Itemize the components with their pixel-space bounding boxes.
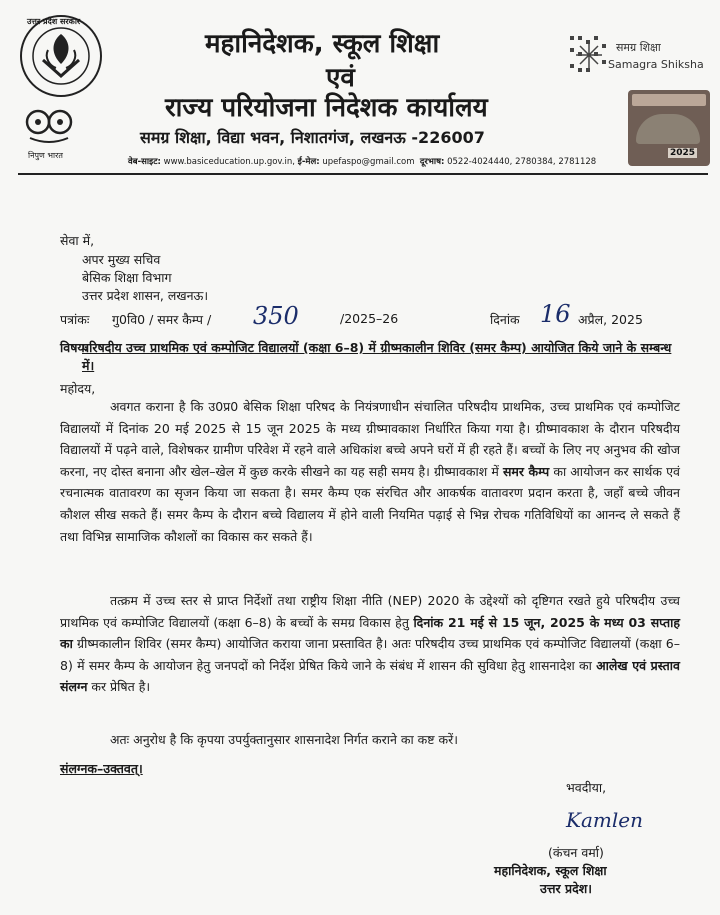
- summer-camp-year: 2025: [670, 148, 696, 158]
- p2-text-b: ग्रीष्मकालीन शिविर (समर कैम्प) आयोजित कराया जाना प्रस्तावित है। अतः परिषदीय उच्च प्राथमिक एवं कम्पोजिट विद्यालयों (कक्षा 6–8) में समर कैम्प के आयोजन हेतु जनपदों को निर्देश प्रेषित किये जाने के संबंध में शासन की सुविधा हेतु शासनादेश का: [60, 636, 680, 673]
- body-paragraph-3: अतः अनुरोध है कि कृपया उपर्युक्तानुसार शासनादेश निर्गत कराने का कष्ट करें।: [110, 732, 459, 747]
- date-day: 16: [540, 300, 571, 328]
- phone-numbers: 0522-4024440, 2780384, 2781128: [447, 157, 597, 167]
- reference-suffix: /2025–26: [340, 311, 399, 326]
- reference-prefix: गु0वि0 / समर कैम्प /: [112, 312, 212, 327]
- subject-label: विषयः: [60, 340, 88, 355]
- salutation: सेवा में,: [60, 233, 95, 248]
- reference-label: पत्रांकः: [60, 312, 90, 327]
- seal-caption: उत्तर प्रदेश सरकार: [27, 17, 81, 26]
- email-link[interactable]: upefaspo@gmail.com: [322, 157, 415, 167]
- recipient-line2: बेसिक शिक्षा विभाग: [82, 270, 172, 285]
- letterhead-title-line3: राज्य परियोजना निदेशक कार्यालय: [165, 93, 488, 123]
- nipun-bharat-label: निपुण भारत: [28, 151, 63, 160]
- letterhead-title-line1: महानिदेशक, स्कूल शिक्षा: [205, 29, 440, 59]
- samagra-hindi-label: समग्र शिक्षा: [616, 41, 661, 54]
- signatory-name: (कंचन वर्मा): [548, 845, 604, 860]
- nipun-bharat-logo: [18, 104, 80, 146]
- samagra-english-label: Samagra Shiksha: [608, 58, 704, 71]
- letterhead-divider: [18, 173, 708, 175]
- subject-text: परिषदीय उच्च प्राथमिक एवं कम्पोजिट विद्यालयों (कक्षा 6–8) में ग्रीष्मकालीन शिविर (समर कैम्प) आयोजित किये जाने के सम्बन्ध में।: [82, 340, 672, 373]
- website-link[interactable]: www.basiceducation.up.gov.in,: [163, 157, 295, 167]
- body-paragraph-1: [60, 396, 680, 547]
- phone-label: दूरभाष:: [419, 157, 445, 167]
- p1-bold-summer-camp: समर कैम्प: [502, 463, 550, 479]
- summer-camp-badge: [628, 90, 710, 166]
- signatory-designation: महानिदेशक, स्कूल शिक्षा: [494, 863, 607, 878]
- greeting: महोदय,: [60, 381, 96, 396]
- letterhead-address: समग्र शिक्षा, विद्या भवन, निशातगंज, लखनऊ -226007: [140, 128, 485, 147]
- p2-text-c: कर प्रेषित है।: [91, 679, 151, 695]
- date-month-year: अप्रैल, 2025: [578, 312, 643, 327]
- p1-text-a: अवगत कराना है कि उ0प्र0 बेसिक शिक्षा परिषद के नियंत्रणाधीन संचालित परिषदीय प्राथमिक, उच्च प्राथमिक एवं कम्पोजिट विद्यालयों में दिनांक 20 मई 2025 से 15 जून 2025 के मध्य ग्रीष्मावकाश निर्धारित किया गया है। ग्रीष्मावकाश के दौरान परिषदीय विद्यालयों में पढ़ने वाले, विशेषकर ग्रामीण परिवेश में रहने वाले अधिकांश बच्चे अपने घरों में ही रहते हैं। बच्चों के लिए नए अनुभव की खोज करना, नए दोस्त बनाना और खेल–खेल में कुछ करके सीखने का यह सही समय है। ग्रीष्मावकाश में: [60, 399, 680, 479]
- letterhead-contact-line: [128, 156, 596, 167]
- email-label: ई-मेल:: [297, 157, 320, 167]
- letterhead-title-line2: एवं: [326, 63, 355, 93]
- body-paragraph-2: [60, 590, 680, 698]
- closing: भवदीया,: [566, 780, 607, 795]
- recipient-line3: उत्तर प्रदेश शासन, लखनऊ।: [82, 288, 209, 303]
- date-label: दिनांक: [490, 312, 520, 327]
- p2-bold-dates: दिनांक 21 मई से 15 जून, 2025 के मध्य 03 सप्ताह का: [60, 614, 680, 652]
- enclosure-note: संलग्नक–उक्तवत्।: [60, 761, 143, 776]
- reference-number: 350: [253, 302, 299, 330]
- p2-text-a: तत्क्रम में उच्च स्तर से प्राप्त निर्देशों तथा राष्ट्रीय शिक्षा नीति (NEP) 2020 के उद्देश्यों को दृष्टिगत रखते हुये परिषदीय उच्च प्राथमिक एवं कम्पोजिट विद्यालयों (कक्षा 6–8) के बच्चों के समग्र विकास हेतु: [60, 593, 680, 630]
- samagra-shiksha-logo-icon: [566, 32, 612, 78]
- signatory-state: उत्तर प्रदेश।: [540, 881, 592, 896]
- recipient-line1: अपर मुख्य सचिव: [82, 252, 161, 267]
- handwritten-signature: Kamlen: [566, 808, 643, 832]
- p2-bold-attachment: आलेख एवं प्रस्ताव संलग्न: [60, 657, 680, 695]
- web-label: वेब-साइट:: [128, 157, 161, 167]
- p1-text-b: का आयोजन कर सार्थक एवं रचनात्मक वातावरण का सृजन किया जा सकता है। समर कैम्प एक संरचित और आकर्षक वातावरण प्रदान करता है, जहाँ बच्चे जीवन कौशल सीख सकते हैं। समर कैम्प के दौरान बच्चे विद्यालय में होने वाली नियमित पढ़ाई से भिन्न रोचक गतिविधियों का आनन्द ले सकते हैं तथा विभिन्न सामाजिक कौशलों का विकास कर सकते हैं।: [60, 463, 680, 544]
